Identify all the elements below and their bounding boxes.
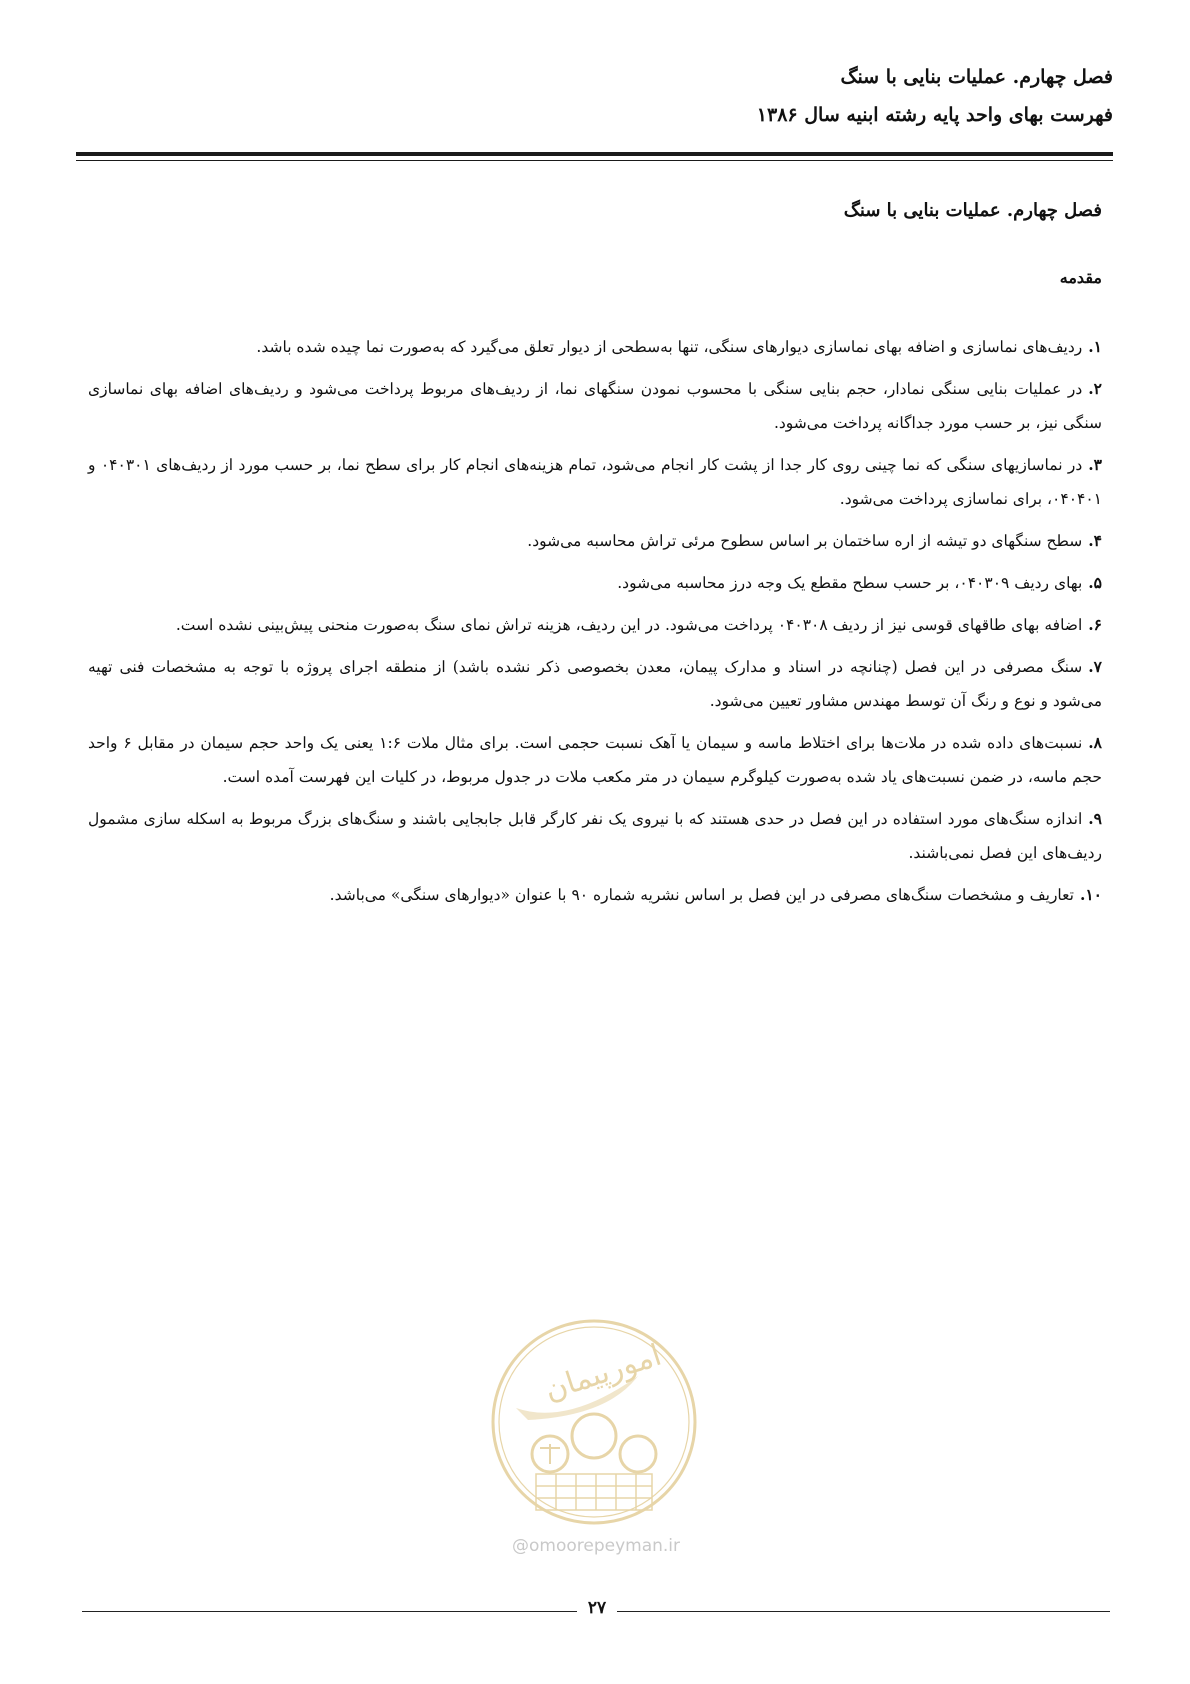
item-number: ۹. <box>1088 809 1102 828</box>
introduction-heading: مقدمه <box>1059 268 1102 287</box>
item-text: بهای ردیف ۰۴۰۳۰۹، بر حسب سطح مقطع یک وجه درز محاسبه می‌شود. <box>617 574 1083 592</box>
watermark-url: @omoorepeyman.ir <box>511 1536 681 1556</box>
item-text: سطح سنگهای دو تیشه از اره ساختمان بر اساس سطوح مرئی تراش محاسبه می‌شود. <box>527 532 1083 550</box>
item-number: ۳. <box>1088 455 1102 474</box>
list-item <box>88 566 1102 600</box>
list-item <box>88 372 1102 440</box>
logo-outer-ring <box>493 1321 695 1523</box>
footer-rule-right <box>617 1611 1110 1612</box>
list-item <box>88 878 1102 912</box>
list-item <box>88 726 1102 794</box>
item-text: در نماسازیهای سنگی که نما چینی روی کار جدا از پشت کار انجام می‌شود، تمام هزینه‌های انجام کار برای سطح نما، بر حسب مورد از ردیف‌های ۰۴۰۳۰۱ و ۰۴۰۴۰۱، برای نماسازی پرداخت می‌شود. <box>88 456 1102 508</box>
list-item <box>88 448 1102 516</box>
list-item <box>88 650 1102 718</box>
footer-rule-left <box>82 1611 577 1612</box>
item-text: ردیف‌های نماسازی و اضافه بهای نماسازی دیوارهای سنگی، تنها به‌سطحی از دیوار تعلق می‌گیرد که به‌صورت نما چیده شده باشد. <box>256 338 1083 356</box>
list-item <box>88 524 1102 558</box>
item-text: اندازه سنگ‌های مورد استفاده در این فصل در حدی هستند که با نیروی یک نفر کارگر قابل جابجایی باشند و سنگ‌های بزرگ مربوط به اسکله سازی مشمول ردیف‌های این فصل نمی‌باشند. <box>88 810 1102 862</box>
list-item <box>88 608 1102 642</box>
item-text: در عملیات بنایی سنگی نمادار، حجم بنایی سنگی با محسوب نمودن سنگهای نما، از ردیف‌های مربوط پرداخت می‌شود و ردیف‌های اضافه بهای نماسازی سنگی نیز، بر حسب مورد جداگانه پرداخت می‌شود. <box>88 380 1102 432</box>
item-number: ۸. <box>1088 733 1102 752</box>
item-text: تعاریف و مشخصات سنگ‌های مصرفی در این فصل بر اساس نشریه شماره ۹۰ با عنوان «دیوارهای سنگی» می‌باشد. <box>329 886 1074 904</box>
page-number: ۲۷ <box>587 1598 607 1618</box>
logo-lettering: امورپیمان <box>540 1337 666 1409</box>
building-grid-icon <box>536 1474 652 1510</box>
introduction-list <box>88 330 1102 920</box>
running-header-chapter: فصل چهارم. عملیات بنایی با سنگ <box>840 66 1113 88</box>
item-text: سنگ مصرفی در این فصل (چنانچه در اسناد و مدارک پیمان، معدن بخصوصی ذکر نشده باشد) از منطقه اجرای پروژه با توجه به مشخصات فنی تهیه می‌شود و نوع و رنگ آن توسط مهندس مشاور تعیین می‌شود. <box>88 658 1102 710</box>
item-text: اضافه بهای طاقهای قوسی نیز از ردیف ۰۴۰۳۰۸ پرداخت می‌شود. در این ردیف، هزینه تراش نمای سنگ به‌صورت منحنی پیش‌بینی نشده است. <box>175 616 1083 634</box>
page-header <box>77 58 1113 134</box>
scale-icon <box>540 1444 560 1464</box>
running-header-price-list: فهرست بهای واحد پایه رشته ابنیه سال ۱۳۸۶ <box>756 104 1113 126</box>
item-number: ۵. <box>1088 573 1102 592</box>
list-item <box>88 802 1102 870</box>
item-number: ۲. <box>1088 379 1102 398</box>
section-title: فصل چهارم. عملیات بنایی با سنگ <box>843 200 1102 221</box>
list-item <box>88 330 1102 364</box>
item-number: ۱. <box>1088 337 1102 356</box>
item-number: ۱۰. <box>1079 885 1102 904</box>
header-divider <box>76 152 1113 156</box>
header-divider-thin <box>76 160 1113 161</box>
watermark-logo <box>488 1316 700 1528</box>
item-number: ۶. <box>1088 615 1102 634</box>
item-number: ۷. <box>1088 657 1102 676</box>
item-number: ۴. <box>1088 531 1102 550</box>
item-text: نسبت‌های داده شده در ملات‌ها برای اختلاط ماسه و سیمان یا آهک نسبت حجمی است. برای مثال ملات ۱:۶ یعنی یک واحد حجم سیمان در مقابل ۶ واحد حجم ماسه، در ضمن نسبت‌های یاد شده به‌صورت کیلوگرم سیمان در متر مکعب ملات در جدول مربوط، در کلیات این فهرست آمده است. <box>88 734 1102 786</box>
